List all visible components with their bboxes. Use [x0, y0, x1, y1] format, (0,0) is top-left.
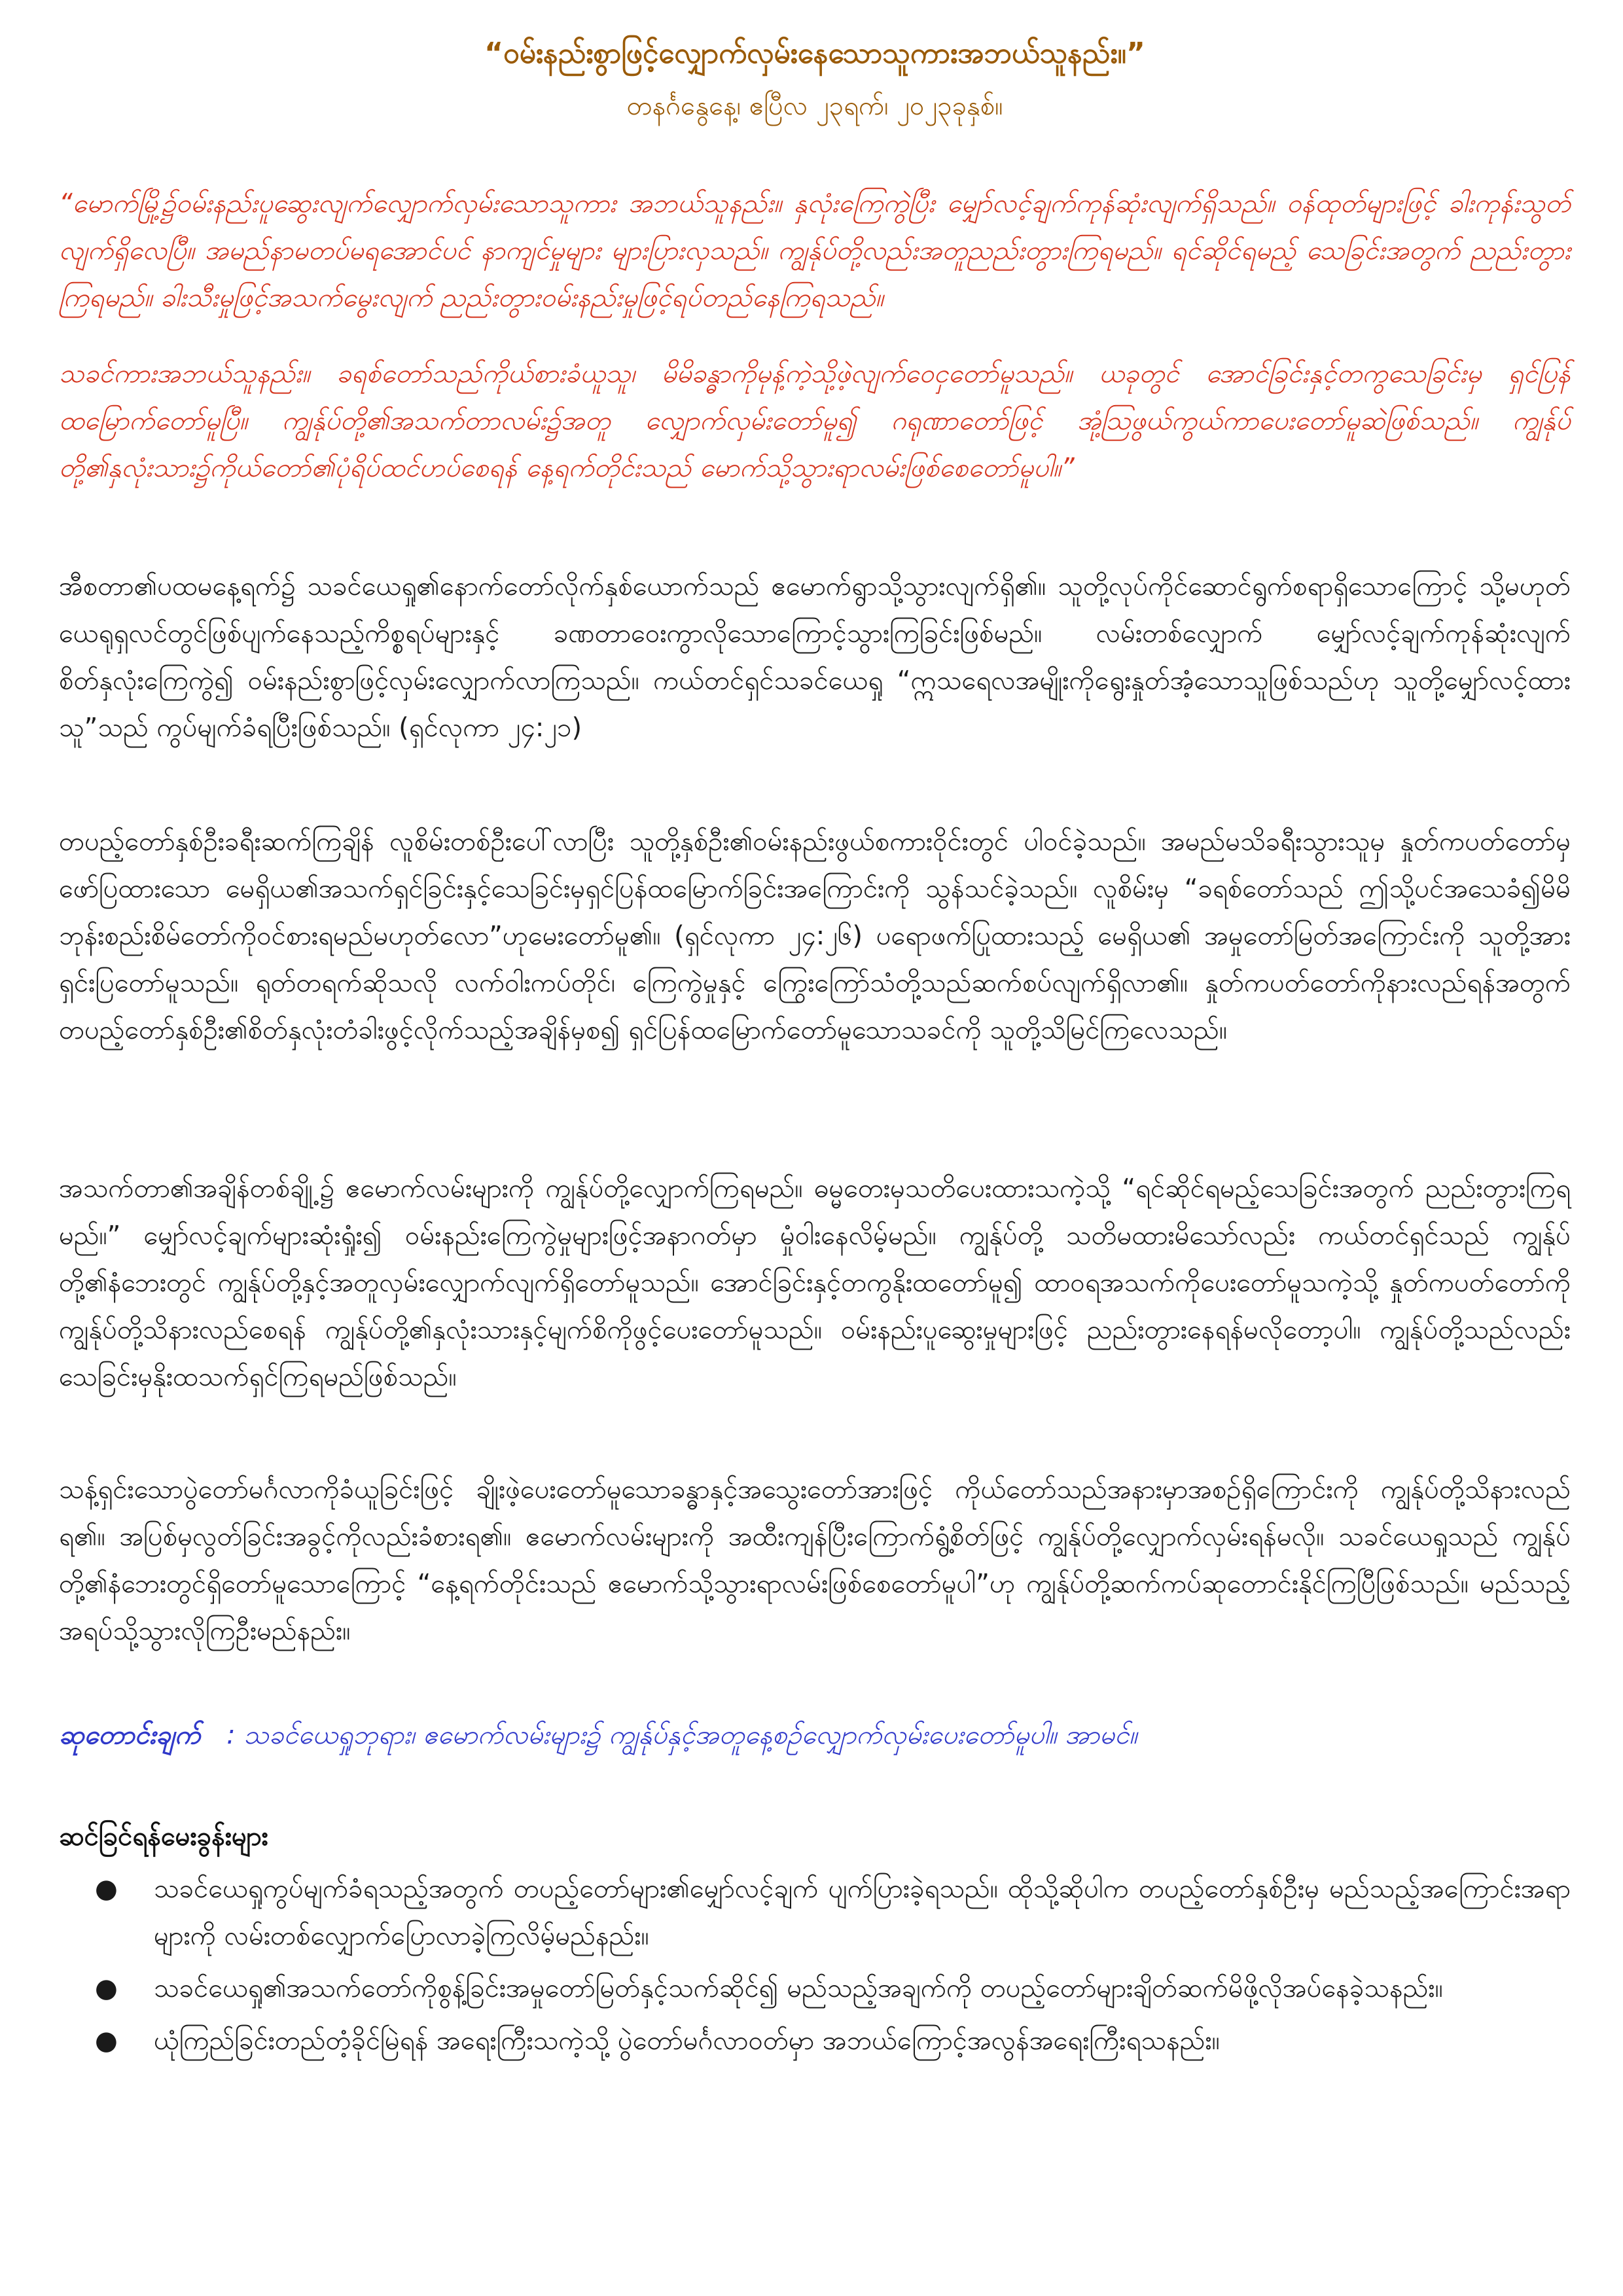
body-paragraph-1: အီစတာ၏ပထမနေ့ရက်၌ သခင်ယေရှု၏နောက်တော်လိုက်နှစ်ယောက်သည် ဧမောက်ရွာသို့သွားလျက်ရှိ၏။ သူတို့လုပ်ကိုင်ဆောင်ရွက်စရာရှိသောကြောင့် သို့မဟုတ် ယေရုရှလင်တွင်ဖြစ်ပျက်နေသည့်ကိစ္စရပ်များနှင့် ခဏတာဝေးကွာလိုသောကြောင့်သွားကြခြင်းဖြစ်မည်။ လမ်းတစ်လျှောက် မျှော်လင့်ချက်ကုန်ဆုံးလျက် စိတ်နှလုံးကြေကွဲ၍ ဝမ်းနည်းစွာဖြင့်လှမ်းလျှောက်လာကြသည်။ ကယ်တင်ရှင်သခင်ယေရှု “ဣသရေလအမျိုးကိုရွေးနှုတ်အံ့သောသူဖြစ်သည်ဟု သူတို့မျှော်လင့်ထားသူ”သည် ကွပ်မျက်ခံရပြီးဖြစ်သည်။ (ရှင်လုကာ ၂၄:၂၁) [59, 571, 1571, 743]
list-item [59, 2017, 1571, 2064]
prayer-text: : သခင်ယေရှုဘုရား၊ ဧမောက်လမ်းများ၌ ကျွန်ုပ်နှင့်အတူနေ့စဉ်လျှောက်လှမ်းပေးတော်မူပါ။ အာမင်။ [226, 1720, 1137, 1750]
body-paragraph-2: တပည့်တော်နှစ်ဦးခရီးဆက်ကြချိန် လူစိမ်းတစ်ဦးပေါ်လာပြီး သူတို့နှစ်ဦး၏ဝမ်းနည်းဖွယ်စကားဝိုင်းတွင် ပါဝင်ခဲ့သည်။ အမည်မသိခရီးသွားသူမှ နှုတ်ကပတ်တော်မှဖော်ပြထားသော မေရှိယ၏အသက်ရှင်ခြင်းနှင့်သေခြင်းမှရှင်ပြန်ထမြောက်ခြင်းအကြောင်းကို သွန်သင်ခဲ့သည်။ လူစိမ်းမှ “ခရစ်တော်သည် ဤသို့ပင်အသေခံ၍မိမိဘုန်းစည်းစိမ်တော်ကိုဝင်စားရမည်မဟုတ်လော”ဟုမေးတော်မူ၏။ (ရှင်လုကာ ၂၄:၂၆) ပရောဖက်ပြုထားသည့် မေရှိယ၏ အမှုတော်မြတ်အကြောင်းကို သူတို့အားရှင်းပြတော်မူသည်။ ရုတ်တရက်ဆိုသလို လက်ဝါးကပ်တိုင်၊ ကြေကွဲမှုနှင့် ကြွေးကြော်သံတို့သည်ဆက်စပ်လျက်ရှိလာ၏။ နှုတ်ကပတ်တော်ကိုနားလည်ရန်အတွက် တပည့်တော်နှစ်ဦး၏စိတ်နှလုံးတံခါးဖွင့်လိုက်သည့်အချိန်မှစ၍ ရှင်ပြန်ထမြောက်တော်မူသောသခင်ကို သူတို့သိမြင်ကြလေသည်။ [59, 827, 1571, 1045]
question-text: သခင်ယေရှု၏အသက်တော်ကိုစွန့်ခြင်းအမှုတော်မြတ်နှင့်သက်ဆိုင်၍ မည်သည့်အချက်ကို တပည့်တော်များချိတ်ဆက်မိဖို့လိုအပ်နေခဲ့သနည်း။ [154, 1973, 1443, 2003]
bullet-icon: ● [95, 1874, 118, 1904]
bullet-icon: ● [95, 1973, 118, 2003]
bullet-icon: ● [95, 2026, 118, 2056]
reflection-questions-heading: ဆင်ခြင်ရန်မေးခွန်းများ [59, 1821, 268, 1852]
list-item [59, 1965, 1571, 2012]
prayer-label: ဆုတောင်းချက် [59, 1720, 201, 1750]
opening-quote-paragraph-2: သခင်ကားအဘယ်သူနည်း။ ခရစ်တော်သည်ကိုယ်စားခံယူသူ၊ မိမိခန္ဓာကိုမုန့်ကဲ့သို့ဖဲ့လျက်ဝေငှတော်မူသည်။ ယခုတွင် အောင်ခြင်းနှင့်တကွသေခြင်းမှ ရှင်ပြန်ထမြောက်တော်မူပြီ။ ကျွန်ုပ်တို့၏အသက်တာလမ်း၌အတူ လျှောက်လှမ်းတော်မူ၍ ဂရုဏာတော်ဖြင့် အုံ့သြဖွယ်ကွယ်ကာပေးတော်မူဆဲဖြစ်သည်။ ကျွန်ုပ်တို့၏နှလုံးသား၌ကိုယ်တော်၏ပုံရိပ်ထင်ဟပ်စေရန် နေ့ရက်တိုင်းသည် မောက်သို့သွားရာလမ်းဖြစ်စေတော်မူပါ။” [59, 359, 1571, 483]
body-paragraph-3: အသက်တာ၏အချိန်တစ်ချို့၌ ဧမောက်လမ်းများကို ကျွန်ုပ်တို့လျှောက်ကြရမည်။ ဓမ္မတေးမှသတိပေးထားသကဲ့သို့ “ရင်ဆိုင်ရမည့်သေခြင်းအတွက် ညည်းတွားကြရမည်။” မျှော်လင့်ချက်များဆုံးရှုံး၍ ဝမ်းနည်းကြေကွဲမှုများဖြင့်အနာဂတ်မှာ မှုံဝါးနေလိမ့်မည်။ ကျွန်ုပ်တို့ သတိမထားမိသော်လည်း ကယ်တင်ရှင်သည် ကျွန်ုပ်တို့၏နံဘေးတွင် ကျွန်ုပ်တို့နှင့်အတူလှမ်းလျှောက်လျက်ရှိတော်မူသည်။ အောင်ခြင်းနှင့်တကွနိုးထတော်မူ၍ ထာဝရအသက်ကိုပေးတော်မူသကဲ့သို့ နှုတ်ကပတ်တော်ကို ကျွန်ုပ်တို့သိနားလည်စေရန် ကျွန်ုပ်တို့၏နှလုံးသားနှင့်မျက်စိကိုဖွင့်ပေးတော်မူသည်။ ဝမ်းနည်းပူဆွေးမှုများဖြင့် ညည်းတွားနေရန်မလိုတော့ပါ။ ကျွန်ုပ်တို့သည်လည်း သေခြင်းမှနိုးထသက်ရှင်ကြရမည်ဖြစ်သည်။ [59, 1174, 1571, 1392]
reflection-questions-list [59, 1865, 1571, 2070]
opening-quote-paragraph-1: “မောက်မြို့၌ဝမ်းနည်းပူဆွေးလျက်လျှောက်လှမ်းသောသူကား အဘယ်သူနည်း။ နှလုံးကြေကွဲပြီး မျှော်လင့်ချက်ကုန်ဆုံးလျက်ရှိသည်။ ဝန်ထုတ်များဖြင့် ခါးကုန်းသွတ်လျက်ရှိလေပြီ။ အမည်နာမတပ်မရအောင်ပင် နာကျင်မှုများ များပြားလှသည်။ ကျွန်ုပ်တို့လည်းအတူညည်းတွားကြရမည်။ ရင်ဆိုင်ရမည့် သေခြင်းအတွက် ညည်းတွားကြရမည်။ ခါးသီးမှုဖြင့်အသက်မွေးလျက် ညည်းတွားဝမ်းနည်းမှုဖြင့်ရပ်တည်နေကြရသည်။ [59, 188, 1571, 313]
page-date: တနင်္ဂနွေနေ့၊ ဧပြီလ ၂၃ရက်၊ ၂၀၂၃ခုနှစ်။ [626, 91, 1003, 121]
question-text: သခင်ယေရှုကွပ်မျက်ခံရသည့်အတွက် တပည့်တော်များ၏မျှော်လင့်ချက် ပျက်ပြားခဲ့ရသည်။ ထိုသို့ဆိုပါက တပည့်တော်နှစ်ဦးမှ မည်သည့်အကြောင်းအရာများကို လမ်းတစ်လျှောက်ပြောလာခဲ့ကြလိမ့်မည်နည်း။ [154, 1874, 1571, 1951]
question-text: ယုံကြည်ခြင်းတည်တံ့ခိုင်မြဲရန် အရေးကြီးသကဲ့သို့ ပွဲတော်မင်္ဂလာဝတ်မှာ အဘယ်ကြောင့်အလွန်အရေးကြီးရသနည်း။ [154, 2026, 1220, 2056]
body-paragraph-4: သန့်ရှင်းသောပွဲတော်မင်္ဂလာကိုခံယူခြင်းဖြင့် ချိုးဖဲ့ပေးတော်မူသောခန္ဓာနှင့်အသွေးတော်အားဖြင့် ကိုယ်တော်သည်အနားမှာအစဉ်ရှိကြောင်းကို ကျွန်ုပ်တို့သိနားလည်ရ၏။ အပြစ်မှလွတ်ခြင်းအခွင့်ကိုလည်းခံစားရ၏။ ဧမောက်လမ်းများကို အထီးကျန်ပြီးကြောက်ရွံ့စိတ်ဖြင့် ကျွန်ုပ်တို့လျှောက်လှမ်းရန်မလို။ သခင်ယေရှုသည် ကျွန်ုပ်တို့၏နံဘေးတွင်ရှိတော်မူသောကြောင့် “နေ့ရက်တိုင်းသည် ဧမောက်သို့သွားရာလမ်းဖြစ်စေတော်မူပါ”ဟု ကျွန်ုပ်တို့ဆက်ကပ်ဆုတောင်းနိုင်ကြပြီဖြစ်သည်။ မည်သည့်အရပ်သို့သွားလိုကြဦးမည်နည်း။ [59, 1475, 1571, 1646]
prayer-line [59, 1712, 1571, 1759]
page-title: “ဝမ်းနည်းစွာဖြင့်လျှောက်လှမ်းနေသောသူကားအဘယ်သူနည်း။” [484, 37, 1145, 70]
list-item [59, 1865, 1571, 1960]
